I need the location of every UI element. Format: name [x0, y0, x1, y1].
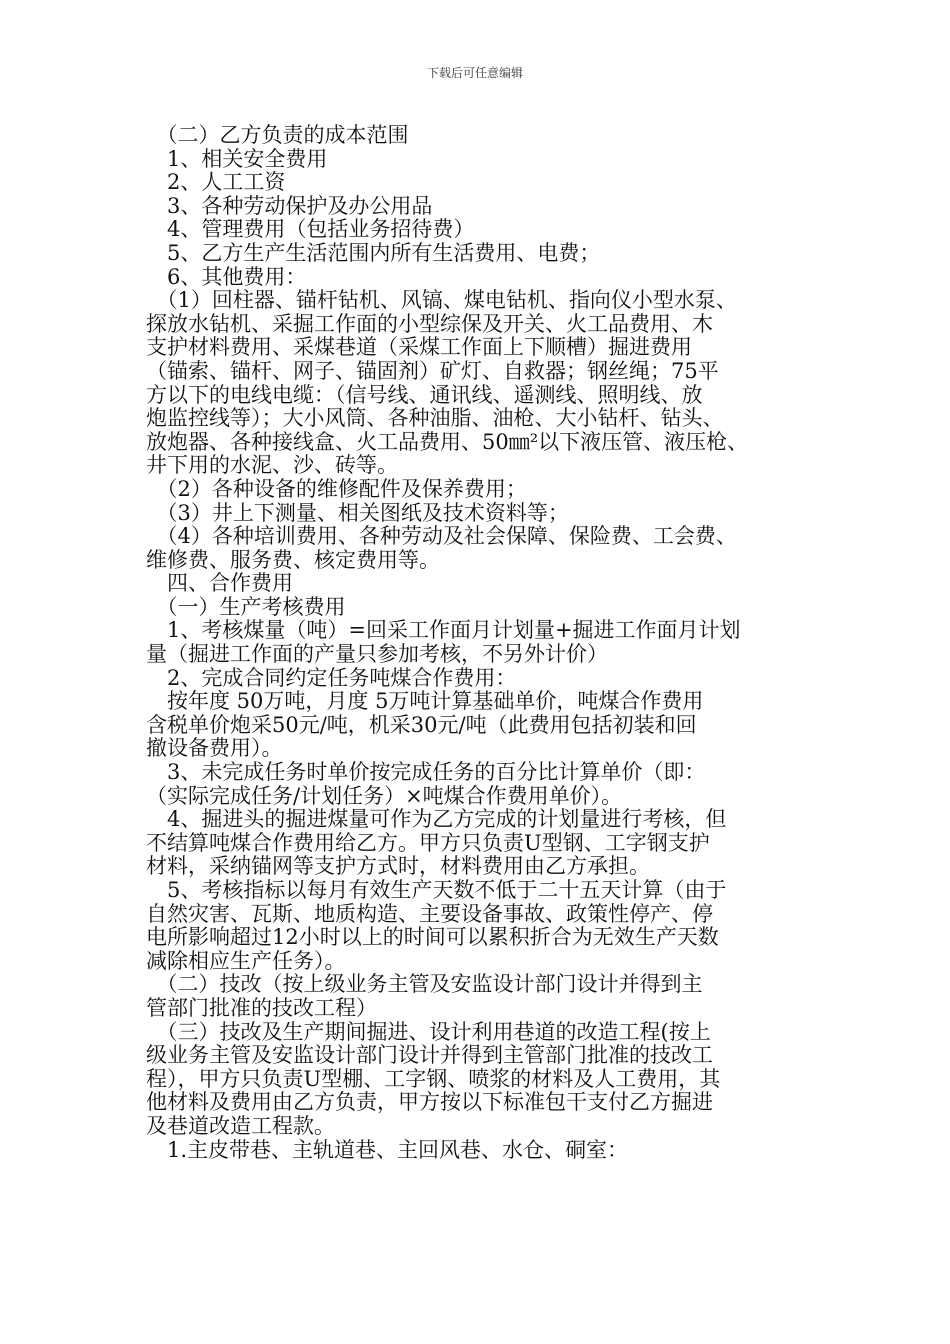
list-item: 1、相关安全费用 — [146, 146, 328, 171]
document-body — [146, 124, 836, 1162]
paragraph-line: 方以下的电线电缆：（信号线、通讯线、遥测线、照明线、放 — [146, 382, 703, 407]
paragraph-line: 放炮器、各种接线盒、火工品费用、50㎜²以下液压管、液压枪、 — [146, 429, 749, 454]
paragraph-line: 级业务主管及安监设计部门设计并得到主管部门批准的技改工 — [146, 1043, 713, 1068]
page-header: 下载后可任意编辑 — [426, 66, 523, 80]
paragraph-line: 4、掘进头的掘进煤量可作为乙方完成的计划量进行考核，但 — [146, 807, 727, 832]
subsection-heading: （三）技改及生产期间掘进、设计利用巷道的改造工程(按上 — [146, 1019, 711, 1044]
list-item: 4、管理费用（包括业务招待费） — [146, 217, 475, 242]
paragraph-line: 不结算吨煤合作费用给乙方。甲方只负责U型钢、工字钢支护 — [146, 830, 710, 855]
paragraph-line: 撤设备费用）。 — [146, 736, 283, 761]
list-item: 6、其他费用： — [146, 264, 307, 289]
paragraph-line: 自然灾害、瓦斯、地质构造、主要设备事故、政策性停产、停 — [146, 901, 713, 926]
list-item: 1.主皮带巷、主轨道巷、主回风巷、水仓、硐室： — [146, 1137, 629, 1162]
paragraph-line: 含税单价炮采50元/吨，机采30元/吨（此费用包括初装和回 — [146, 712, 697, 737]
paragraph-line: （1）回柱器、锚杆钻机、风镐、煤电钻机、指向仪小型水泵、 — [146, 288, 737, 313]
paragraph-line: （实际完成任务/计划任务）×吨煤合作费用单价）。 — [146, 783, 623, 808]
section-heading: 四、合作费用 — [146, 571, 293, 596]
list-item: 3、各种劳动保护及办公用品 — [146, 193, 433, 218]
subsection-heading: （二）技改（按上级业务主管及安监设计部门设计并得到主 — [146, 972, 703, 997]
paragraph-line: 他材料及费用由乙方负责，甲方按以下标准包干支付乙方掘进 — [146, 1090, 713, 1115]
paragraph-line: 电所影响超过12小时以上的时间可以累积折合为无效生产天数 — [146, 925, 719, 950]
paragraph-line: 炮监控线等）；大小风筒、各种油脂、油枪、大小钻杆、钻头、 — [146, 406, 724, 431]
paragraph-line: 减除相应生产任务）。 — [146, 948, 346, 973]
list-item: 2、人工工资 — [146, 170, 286, 195]
paragraph-line: （3）井上下测量、相关图纸及技术资料等； — [146, 500, 569, 525]
paragraph-line: 按年度 50万吨，月度 5万吨计算基础单价，吨煤合作费用 — [146, 689, 704, 714]
paragraph-line: 管部门批准的技改工程） — [146, 995, 377, 1020]
paragraph-line: 探放水钻机、采掘工作面的小型综保及开关、火工品费用、木 — [146, 311, 713, 336]
paragraph-line: （锚索、锚杆、网子、锚固剂）矿灯、自救器；钢丝绳；75平 — [146, 358, 719, 383]
paragraph-line: 程），甲方只负责U型棚、工字钢、喷浆的材料及人工费用，其 — [146, 1066, 721, 1091]
paragraph-line: 2、完成合同约定任务吨煤合作费用： — [146, 665, 517, 690]
paragraph-line: 井下用的水泥、沙、砖等。 — [146, 453, 398, 478]
paragraph-line: 5、考核指标以每月有效生产天数不低于二十五天计算（由于 — [146, 878, 727, 902]
paragraph-line: 1、考核煤量（吨）=回采工作面月计划量+掘进工作面月计划 — [146, 618, 741, 643]
paragraph-line: 支护材料费用、采煤巷道（采煤工作面上下顺槽）掘进费用 — [146, 335, 692, 360]
subsection-heading: （一）生产考核费用 — [146, 594, 346, 619]
paragraph-line: 量（掘进工作面的产量只参加考核，不另外计价） — [146, 642, 608, 667]
paragraph-line: （4）各种培训费用、各种劳动及社会保障、保险费、工会费、 — [146, 524, 737, 549]
paragraph-line: 3、未完成任务时单价按完成任务的百分比计算单价（即： — [146, 760, 706, 785]
list-item: 5、乙方生产生活范围内所有生活费用、电费； — [146, 240, 601, 265]
paragraph-line: （2）各种设备的维修配件及保养费用； — [146, 476, 527, 501]
paragraph-line: 维修费、服务费、核定费用等。 — [146, 547, 440, 572]
paragraph-line: 材料，采纳锚网等支护方式时，材料费用由乙方承担。 — [146, 854, 650, 879]
paragraph-line: 及巷道改造工程款。 — [146, 1113, 335, 1138]
section-heading: （二）乙方负责的成本范围 — [146, 123, 409, 147]
